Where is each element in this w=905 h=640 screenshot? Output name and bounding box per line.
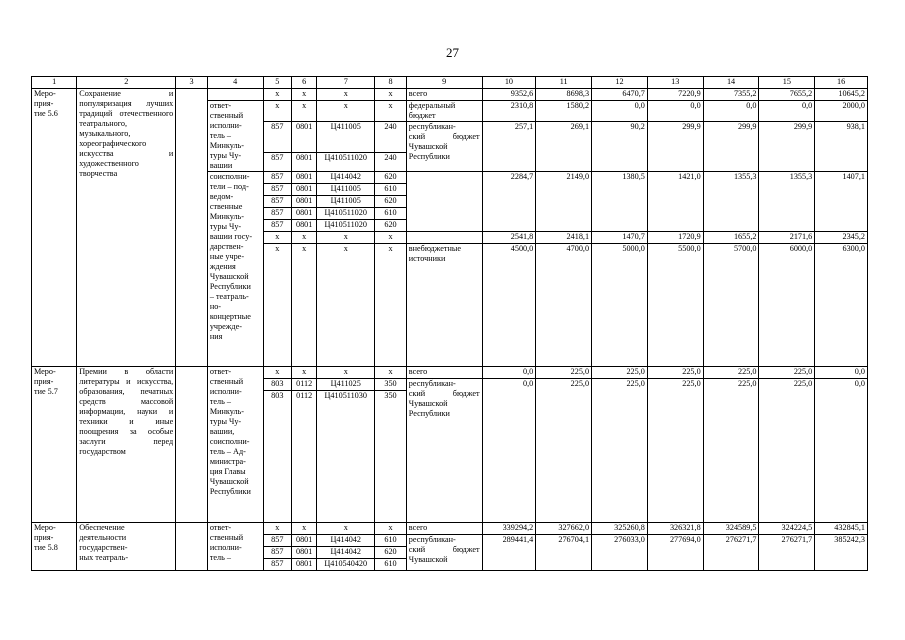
amount-value: 277694,0: [647, 535, 703, 571]
budget-code: 0801: [292, 535, 317, 547]
amount-value: 432845,1: [815, 523, 868, 535]
budget-code: 857: [263, 220, 291, 232]
budget-code: x: [375, 367, 407, 379]
amount-value: 1355,3: [703, 172, 759, 232]
budget-code: x: [375, 523, 407, 535]
budget-code: Ц411005: [317, 122, 375, 153]
column-header: 16: [815, 77, 868, 89]
budget-code: Ц414042: [317, 535, 375, 547]
amount-value: 225,0: [647, 367, 703, 379]
amount-value: 2000,0: [815, 101, 868, 122]
empty-cell: [176, 89, 208, 367]
funding-source: всего: [406, 367, 482, 379]
budget-code: 803: [263, 379, 291, 391]
amount-value: 324589,5: [703, 523, 759, 535]
budget-code: Ц410540420: [317, 559, 375, 571]
column-header: 15: [759, 77, 815, 89]
column-header: 14: [703, 77, 759, 89]
budget-code: x: [375, 232, 407, 244]
amount-value: 276704,1: [536, 535, 592, 571]
funding-source: федеральный бюджет: [406, 101, 482, 122]
amount-value: 1470,7: [592, 232, 648, 244]
amount-value: 225,0: [536, 379, 592, 523]
column-header: 8: [375, 77, 407, 89]
amount-value: 2345,2: [815, 232, 868, 244]
budget-code: 0112: [292, 391, 317, 523]
amount-value: 0,0: [482, 367, 536, 379]
amount-value: 1380,5: [592, 172, 648, 232]
amount-value: 0,0: [592, 101, 648, 122]
measure-title: Премии в области литературы и искусства, образования, печатных средств массовой информации, науки и техники и иные поощрения за особые заслуги перед государством: [77, 367, 176, 523]
budget-code: 620: [375, 547, 407, 559]
amount-value: 289441,4: [482, 535, 536, 571]
budget-code: x: [375, 101, 407, 122]
executor: ответ- ственный исполни- тель – Минкуль- туры Чу- вашии: [207, 101, 263, 172]
column-header: 5: [263, 77, 291, 89]
amount-value: 0,0: [647, 101, 703, 122]
budget-code: 857: [263, 208, 291, 220]
amount-value: 5500,0: [647, 244, 703, 367]
budget-code: x: [317, 244, 375, 367]
amount-value: 0,0: [482, 379, 536, 523]
budget-code: 857: [263, 547, 291, 559]
budget-code: 0801: [292, 547, 317, 559]
budget-code: x: [292, 244, 317, 367]
funding-source: [406, 172, 482, 232]
budget-code: Ц414042: [317, 547, 375, 559]
header-row: [32, 77, 868, 89]
budget-code: 857: [263, 196, 291, 208]
budget-code: x: [263, 232, 291, 244]
amount-value: 4500,0: [482, 244, 536, 367]
amount-value: 5000,0: [592, 244, 648, 367]
column-header: 10: [482, 77, 536, 89]
budget-code: 857: [263, 172, 291, 184]
budget-code: 857: [263, 559, 291, 571]
amount-value: 6000,0: [759, 244, 815, 367]
budget-code: x: [292, 232, 317, 244]
amount-value: 225,0: [759, 367, 815, 379]
measure-id: Меро- прия- тие 5.8: [32, 523, 77, 571]
amount-value: 2171,6: [759, 232, 815, 244]
amount-value: 299,9: [759, 122, 815, 172]
budget-code: x: [292, 367, 317, 379]
amount-value: 225,0: [703, 379, 759, 523]
budget-code: x: [292, 101, 317, 122]
amount-value: 325260,8: [592, 523, 648, 535]
budget-code: x: [317, 89, 375, 101]
executor: ответ- ственный исполни- тель –: [207, 523, 263, 571]
amount-value: 8698,3: [536, 89, 592, 101]
budget-code: x: [263, 101, 291, 122]
amount-value: 9352,6: [482, 89, 536, 101]
amount-value: 326321,8: [647, 523, 703, 535]
budget-code: Ц410511020: [317, 153, 375, 172]
measure-title: Обеспечение деятельности государствен- ных театраль-: [77, 523, 176, 571]
amount-value: 2541,8: [482, 232, 536, 244]
budget-code: 620: [375, 196, 407, 208]
empty-cell: [207, 89, 263, 101]
amount-value: 257,1: [482, 122, 536, 172]
amount-value: 225,0: [759, 379, 815, 523]
budget-code: Ц411005: [317, 184, 375, 196]
amount-value: 324224,5: [759, 523, 815, 535]
executor: ответ- ственный исполни- тель – Минкуль- туры Чу- вашии, соисполни- тель – Ад- министра- ция Главы Чувашской Республики: [207, 367, 263, 523]
budget-code: 610: [375, 535, 407, 547]
table-row: [32, 89, 868, 101]
measure-id: Меро- прия- тие 5.6: [32, 89, 77, 367]
budget-code: 0801: [292, 220, 317, 232]
amount-value: 6300,0: [815, 244, 868, 367]
amount-value: 225,0: [592, 367, 648, 379]
amount-value: 299,9: [647, 122, 703, 172]
column-header: 12: [592, 77, 648, 89]
budget-code: Ц410511030: [317, 391, 375, 523]
budget-code: 350: [375, 379, 407, 391]
budget-code: 240: [375, 122, 407, 153]
co-executor: соисполни- тели – под- ведом- ственные Минкуль- туры Чу- вашии госу- дарствен- ные учре- ждения Чувашской Республики – театраль- но- концертные учрежде- ния: [207, 172, 263, 367]
amount-value: 7655,2: [759, 89, 815, 101]
budget-code: 0801: [292, 196, 317, 208]
amount-value: 0,0: [703, 101, 759, 122]
amount-value: 0,0: [815, 379, 868, 523]
amount-value: 339294,2: [482, 523, 536, 535]
budget-code: 857: [263, 535, 291, 547]
budget-code: x: [375, 89, 407, 101]
amount-value: 1655,2: [703, 232, 759, 244]
amount-value: 385242,3: [815, 535, 868, 571]
column-header: 11: [536, 77, 592, 89]
budget-code: 0801: [292, 184, 317, 196]
amount-value: 276033,0: [592, 535, 648, 571]
column-header: 6: [292, 77, 317, 89]
budget-code: 0801: [292, 208, 317, 220]
budget-code: x: [317, 523, 375, 535]
amount-value: 2284,7: [482, 172, 536, 232]
budget-code: Ц411025: [317, 379, 375, 391]
budget-code: x: [263, 367, 291, 379]
empty-cell: [176, 367, 208, 523]
amount-value: 2149,0: [536, 172, 592, 232]
budget-code: 803: [263, 391, 291, 523]
budget-code: x: [292, 523, 317, 535]
empty-cell: [176, 523, 208, 571]
amount-value: 938,1: [815, 122, 868, 172]
budget-table: [31, 76, 868, 571]
budget-code: Ц410511020: [317, 220, 375, 232]
page-number: 27: [446, 45, 459, 60]
column-header: 9: [406, 77, 482, 89]
amount-value: 6470,7: [592, 89, 648, 101]
funding-source: республикан- ский бюджет Чувашской Республики: [406, 122, 482, 172]
funding-source: [406, 232, 482, 244]
amount-value: 0,0: [815, 367, 868, 379]
amount-value: 299,9: [703, 122, 759, 172]
amount-value: 5700,0: [703, 244, 759, 367]
budget-code: 857: [263, 153, 291, 172]
budget-code: Ц410511020: [317, 208, 375, 220]
table-row: [32, 367, 868, 379]
budget-code: 0801: [292, 559, 317, 571]
amount-value: 10645,2: [815, 89, 868, 101]
column-header: 4: [207, 77, 263, 89]
budget-code: x: [263, 89, 291, 101]
amount-value: 269,1: [536, 122, 592, 172]
budget-code: x: [292, 89, 317, 101]
amount-value: 276271,7: [759, 535, 815, 571]
amount-value: 225,0: [536, 367, 592, 379]
amount-value: 2418,1: [536, 232, 592, 244]
budget-code: 0112: [292, 379, 317, 391]
column-header: 1: [32, 77, 77, 89]
amount-value: 1580,2: [536, 101, 592, 122]
amount-value: 1355,3: [759, 172, 815, 232]
budget-code: 0801: [292, 122, 317, 153]
column-header: 3: [176, 77, 208, 89]
budget-code: x: [263, 244, 291, 367]
budget-code: Ц414042: [317, 172, 375, 184]
funding-source: внебюджетные источники: [406, 244, 482, 367]
budget-code: 350: [375, 391, 407, 523]
measure-id: Меро- прия- тие 5.7: [32, 367, 77, 523]
amount-value: 1407,1: [815, 172, 868, 232]
column-header: 2: [77, 77, 176, 89]
amount-value: 90,2: [592, 122, 648, 172]
budget-code: 610: [375, 208, 407, 220]
budget-code: 0801: [292, 153, 317, 172]
funding-source: всего: [406, 523, 482, 535]
budget-code: x: [375, 244, 407, 367]
budget-code: 857: [263, 122, 291, 153]
amount-value: 0,0: [759, 101, 815, 122]
amount-value: 1720,9: [647, 232, 703, 244]
budget-code: 857: [263, 184, 291, 196]
amount-value: 7220,9: [647, 89, 703, 101]
amount-value: 2310,8: [482, 101, 536, 122]
amount-value: 4700,0: [536, 244, 592, 367]
amount-value: 225,0: [592, 379, 648, 523]
budget-code: 610: [375, 559, 407, 571]
budget-code: x: [263, 523, 291, 535]
budget-code: 240: [375, 153, 407, 172]
amount-value: 225,0: [703, 367, 759, 379]
budget-code: x: [317, 101, 375, 122]
column-header: 7: [317, 77, 375, 89]
budget-code: 0801: [292, 172, 317, 184]
funding-source: республикан- ский бюджет Чувашской: [406, 535, 482, 571]
column-header: 13: [647, 77, 703, 89]
budget-code: Ц411005: [317, 196, 375, 208]
budget-code: x: [317, 232, 375, 244]
table-row: [32, 523, 868, 535]
budget-code: 620: [375, 172, 407, 184]
funding-source: всего: [406, 89, 482, 101]
amount-value: 1421,0: [647, 172, 703, 232]
amount-value: 327662,0: [536, 523, 592, 535]
measure-title: Сохранение и популяризация лучших традиций отечественного театрального, музыкального, хореографического искусства и художественного творчества: [77, 89, 176, 367]
funding-source: республикан- ский бюджет Чувашской Республики: [406, 379, 482, 523]
budget-code: 610: [375, 184, 407, 196]
budget-code: 620: [375, 220, 407, 232]
amount-value: 276271,7: [703, 535, 759, 571]
amount-value: 7355,2: [703, 89, 759, 101]
budget-code: x: [317, 367, 375, 379]
amount-value: 225,0: [647, 379, 703, 523]
